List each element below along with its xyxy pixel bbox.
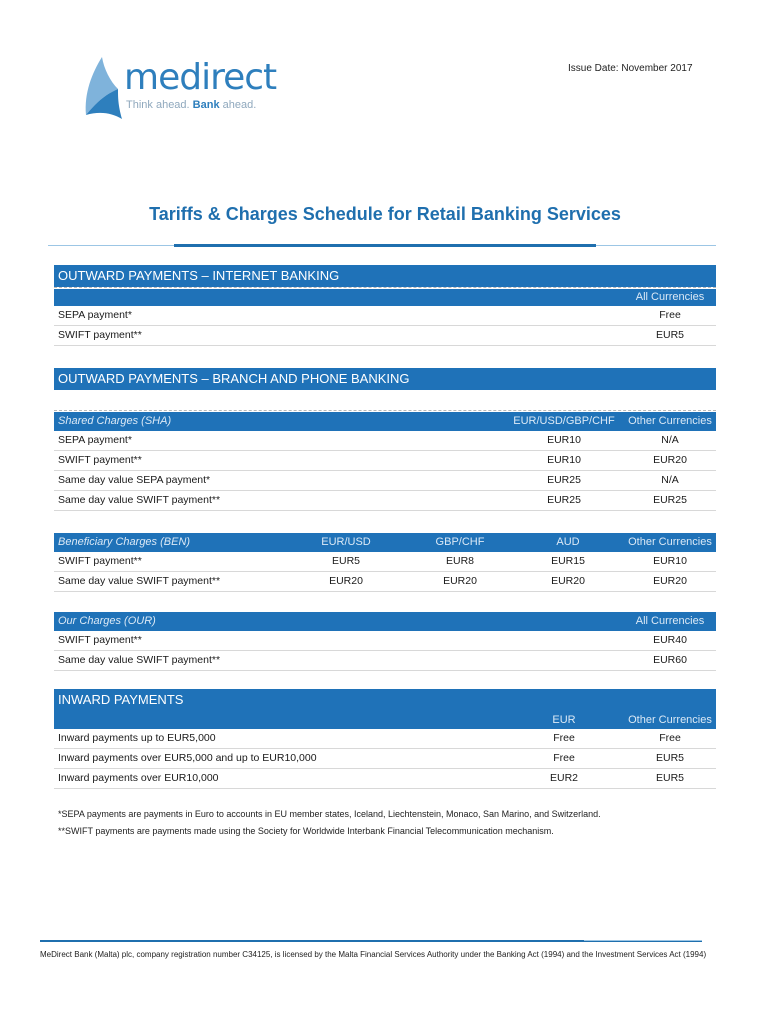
- title-divider: [174, 244, 596, 247]
- row-label: SWIFT payment**: [58, 329, 142, 341]
- section-heading: OUTWARD PAYMENTS – BRANCH AND PHONE BANKING: [54, 368, 716, 390]
- row-value: EUR25: [547, 474, 581, 486]
- column-header-bar: [54, 289, 716, 306]
- row-value: EUR8: [445, 555, 474, 567]
- page-title: Tariffs & Charges Schedule for Retail Banking Services: [149, 204, 621, 224]
- row-value: EUR10: [547, 454, 581, 466]
- col-gbp-chf: GBP/CHF: [435, 536, 485, 548]
- brand-tagline: Think ahead. Bank ahead.: [126, 99, 257, 111]
- row-value: Free: [659, 732, 681, 744]
- table-row: [54, 552, 716, 572]
- section-heading: INWARD PAYMENTS: [54, 689, 716, 711]
- table-row: [54, 631, 716, 651]
- col-eur-usd-gbp-chf: EUR/USD/GBP/CHF: [513, 415, 615, 427]
- table-row: [54, 749, 716, 769]
- row-value: EUR10: [653, 555, 687, 567]
- row-value: EUR60: [653, 654, 687, 666]
- table-row: [54, 729, 716, 749]
- row-value: EUR20: [653, 454, 687, 466]
- table-row: [54, 306, 716, 326]
- col-eur: EUR: [552, 714, 576, 726]
- table-row: [54, 651, 716, 671]
- table-row: [54, 572, 716, 592]
- row-value: EUR20: [329, 575, 363, 587]
- row-label: Inward payments up to EUR5,000: [58, 732, 216, 744]
- row-label: SWIFT payment**: [58, 555, 142, 567]
- row-value: EUR2: [549, 772, 578, 784]
- row-value: EUR15: [551, 555, 585, 567]
- inward-payments-section: [54, 689, 716, 789]
- footer-legal-text: MeDirect Bank (Malta) plc, company registration number C34125, is licensed by the Malta Financial Services Authority under the Banking Act (1994) and the Investment Services Act (1994): [40, 950, 707, 959]
- col-all-currencies: All Currencies: [635, 615, 705, 627]
- row-label: Same day value SEPA payment*: [58, 474, 211, 486]
- table-row: [54, 326, 716, 346]
- col-eur-usd: EUR/USD: [321, 536, 371, 548]
- row-label: Same day value SWIFT payment**: [58, 494, 221, 506]
- row-label: SEPA payment*: [58, 434, 132, 446]
- table-row: [54, 491, 716, 511]
- row-label: Same day value SWIFT payment**: [58, 575, 221, 587]
- brand-name: medirect: [124, 57, 277, 98]
- row-value: EUR5: [655, 772, 684, 784]
- col-aud: AUD: [556, 536, 580, 548]
- row-value: EUR5: [655, 329, 684, 341]
- issue-date: Issue Date: November 2017: [568, 63, 693, 74]
- row-value: EUR20: [653, 575, 687, 587]
- footer-divider-thin: [584, 940, 702, 941]
- col-all-currencies: All Currencies: [635, 291, 705, 303]
- row-label: SWIFT payment**: [58, 454, 142, 466]
- row-value: Free: [553, 732, 575, 744]
- our-label: Our Charges (OUR): [58, 615, 156, 627]
- table-row: [54, 431, 716, 451]
- sha-label: Shared Charges (SHA): [58, 415, 172, 427]
- row-label: Same day value SWIFT payment**: [58, 654, 221, 666]
- our-header-bar: [54, 612, 716, 631]
- row-value: EUR25: [653, 494, 687, 506]
- row-value: EUR5: [655, 752, 684, 764]
- row-label: SEPA payment*: [58, 309, 132, 321]
- inward-header-bar: [54, 711, 716, 729]
- row-value: EUR10: [547, 434, 581, 446]
- row-value: N/A: [661, 474, 679, 486]
- row-value: EUR20: [551, 575, 585, 587]
- col-other-currencies: Other Currencies: [628, 415, 712, 427]
- footnotes: [58, 806, 601, 840]
- row-value: EUR5: [331, 555, 360, 567]
- row-value: EUR40: [653, 634, 687, 646]
- table-row: [54, 769, 716, 789]
- table-row: [54, 451, 716, 471]
- footnote-swift: **SWIFT payments are payments made using the Society for Worldwide Interbank Financial Telecommunication mechanism.: [58, 826, 554, 836]
- ben-header-bar: [54, 533, 716, 552]
- col-other-currencies: Other Currencies: [628, 714, 712, 726]
- row-value: Free: [553, 752, 575, 764]
- sha-header-bar: [54, 412, 716, 431]
- row-label: Inward payments over EUR10,000: [58, 772, 219, 784]
- row-label: SWIFT payment**: [58, 634, 142, 646]
- row-value: EUR25: [547, 494, 581, 506]
- table-row: [54, 471, 716, 491]
- branch-phone-section: [54, 368, 716, 671]
- section-heading: OUTWARD PAYMENTS – INTERNET BANKING: [54, 265, 716, 287]
- col-other-currencies: Other Currencies: [628, 536, 712, 548]
- row-value: N/A: [661, 434, 679, 446]
- row-value: EUR20: [443, 575, 477, 587]
- row-value: Free: [659, 309, 681, 321]
- ben-label: Beneficiary Charges (BEN): [58, 536, 191, 548]
- row-label: Inward payments over EUR5,000 and up to EUR10,000: [58, 752, 317, 764]
- footnote-sepa: *SEPA payments are payments in Euro to accounts in EU member states, Iceland, Liechtenstein, Monaco, San Marino, and Switzerland.: [58, 809, 601, 819]
- internet-banking-section: [54, 265, 716, 346]
